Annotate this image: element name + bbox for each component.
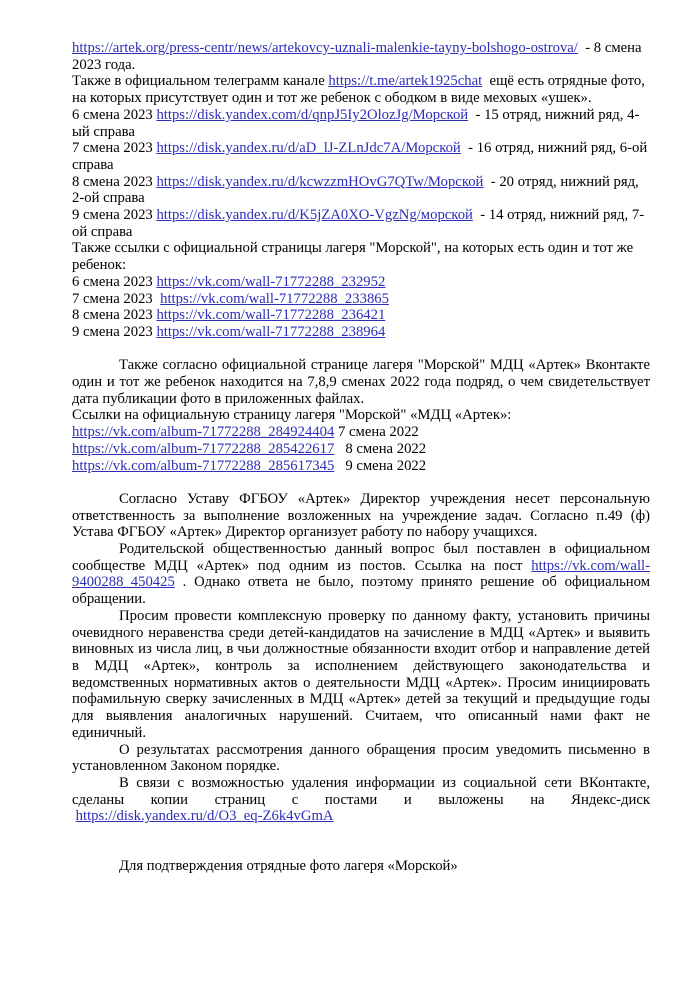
- text-run: 9 смена 2023: [72, 323, 157, 340]
- text-run: 9 смена 2022: [334, 457, 427, 474]
- text-run: 7 смена 2023: [72, 140, 157, 157]
- list-item-shift7-2023-vk: [72, 291, 650, 308]
- list-item-shift8-2023-disk: [72, 174, 650, 207]
- para-vk-links-intro: [72, 240, 650, 273]
- text-run: В связи с возможностью удаления информации из социальной сети ВКонтакте, сделаны копии страниц с постами и выложены на Яндекс-диск: [72, 774, 650, 825]
- hyperlink[interactable]: https://vk.com/wall-9400288_450425: [72, 557, 650, 591]
- list-item-shift6-2023-vk: [72, 274, 650, 291]
- spacer-2: [72, 474, 650, 491]
- text-run: 8 смена 2022: [334, 440, 427, 457]
- list-item-shift8-2023-vk: [72, 307, 650, 324]
- para-telegram-channel: [72, 73, 650, 106]
- text-run: 7 смена 2023: [72, 290, 161, 307]
- list-item-shift7-2023-disk: [72, 140, 650, 173]
- spacer-4: [72, 842, 650, 859]
- document-body: [72, 40, 650, 875]
- text-run: 9 смена 2023: [72, 207, 157, 224]
- text-run: - 15 отряд, нижний ряд, 4-ый справа: [72, 106, 640, 140]
- para-charter-responsibility: [72, 491, 650, 541]
- hyperlink[interactable]: https://vk.com/wall-71772288_233865: [160, 290, 389, 307]
- text-run: 6 смена 2023: [72, 273, 157, 290]
- hyperlink[interactable]: https://disk.yandex.ru/d/aD_lJ-ZLnJdc7A/Морской: [156, 140, 461, 157]
- text-run: ещё есть отрядные фото, на которых присутствует один и тот же ребенок с ободком в виде меховых «ушек».: [72, 73, 645, 107]
- para-artek-press-link: [72, 40, 650, 73]
- text-run: Ссылки на официальную страницу лагеря "Морской" «МДЦ «Артек»:: [72, 407, 512, 424]
- text-run: Родительской общественностью данный вопрос был поставлен в официальном сообществе МДЦ «Артек» под одним из постов. Ссылка на пост: [72, 541, 650, 574]
- text-run: Также в официальном телеграмм канале: [72, 73, 329, 90]
- text-run: 8 смена 2023: [72, 173, 157, 190]
- text-run: 6 смена 2023: [72, 106, 157, 123]
- list-item-album-shift9-2022: [72, 458, 650, 475]
- para-vk-2022-statement: [72, 357, 650, 407]
- hyperlink[interactable]: https://t.me/artek1925chat: [328, 73, 483, 90]
- text-run: . Однако ответа не было, поэтому принято решение об официальном обращении.: [72, 574, 650, 608]
- hyperlink[interactable]: https://artek.org/press-centr/news/artekovcy-uznali-malenkie-tayny-bolshogo-ostrova/: [72, 40, 578, 56]
- text-run: - 14 отряд, нижний ряд, 7-ой справа: [72, 207, 645, 240]
- hyperlink[interactable]: https://vk.com/album-71772288_284924404: [72, 424, 335, 441]
- hyperlink[interactable]: https://disk.yandex.ru/d/O3_eq-Z6k4vGmA: [75, 808, 334, 825]
- spacer-3: [72, 825, 650, 842]
- text-run: 7 смена 2022: [334, 424, 419, 441]
- text-run: О результатах рассмотрения данного обращения просим уведомить письменно в установленном Законом порядке.: [72, 741, 650, 775]
- text-run: Согласно Уставу ФГБОУ «Артек» Директор учреждения несет персональную ответственность за выполнение возложенных на учреждение задач. Согласно п.49 (ф) Устава ФГБОУ «Артек» Директор организует работу по набору учащихся.: [72, 490, 650, 541]
- hyperlink[interactable]: https://disk.yandex.ru/d/kcwzzmHOvG7QTw/Морской: [156, 173, 484, 190]
- text-run: - 8 смена 2023 года.: [72, 40, 642, 73]
- para-request-notification: [72, 742, 650, 775]
- text-run: - 20 отряд, нижний ряд, 2-ой справа: [72, 173, 639, 207]
- text-run: Также ссылки с официальной страницы лагеря "Морской", на которых есть один и тот же ребенок:: [72, 240, 634, 274]
- list-item-shift9-2023-disk: [72, 207, 650, 240]
- para-request-inspection: [72, 608, 650, 742]
- para-yandex-disk-copies: [72, 775, 650, 825]
- para-album-links-intro: [72, 407, 650, 424]
- text-run: 8 смена 2023: [72, 307, 157, 324]
- hyperlink[interactable]: https://vk.com/album-71772288_285617345: [72, 457, 335, 474]
- hyperlink[interactable]: https://vk.com/wall-71772288_236421: [156, 307, 386, 324]
- hyperlink[interactable]: https://disk.yandex.ru/d/K5jZA0XO-VgzNg/морской: [156, 207, 473, 224]
- list-item-album-shift7-2022: [72, 424, 650, 441]
- para-parents-question: [72, 541, 650, 608]
- list-item-album-shift8-2022: [72, 441, 650, 458]
- para-confirmation-photos: [72, 858, 650, 875]
- list-item-shift6-2023-disk: [72, 107, 650, 140]
- spacer-1: [72, 341, 650, 358]
- text-run: Просим провести комплексную проверку по данному факту, установить причины очевидного неравенства среди детей-кандидатов на зачисление в МДЦ «Артек» и выявить виновных из числа лиц, в чьи должностные обязанности входит отбор и направление детей в МДЦ «Артек», контроль за исполнением действующего законодательства и ведомственных нормативных актов о деятельности МДЦ «Артек». Просим инициировать пофамильную сверку зачисленных в МДЦ «Артек» детей за текущий и предыдущие годы для выявления аналогичных нарушений. Считаем, что описанный нами факт не единичный.: [72, 607, 650, 741]
- text-run: Для подтверждения отрядные фото лагеря «Морской»: [119, 858, 458, 875]
- hyperlink[interactable]: https://vk.com/album-71772288_285422617: [72, 440, 335, 457]
- text-run: Также согласно официальной странице лагеря "Морской" МДЦ «Артек» Вконтакте один и тот же ребенок находится на 7,8,9 сменах 2022 года подряд, о чем свидетельствует дата публикации фото в приложенных файлах.: [72, 357, 650, 407]
- list-item-shift9-2023-vk: [72, 324, 650, 341]
- hyperlink[interactable]: https://vk.com/wall-71772288_232952: [156, 273, 386, 290]
- hyperlink[interactable]: https://disk.yandex.com/d/qnpJ5Iy2OlozJg/Морской: [156, 106, 469, 123]
- hyperlink[interactable]: https://vk.com/wall-71772288_238964: [156, 323, 386, 340]
- text-run: - 16 отряд, нижний ряд, 6-ой справа: [72, 140, 648, 173]
